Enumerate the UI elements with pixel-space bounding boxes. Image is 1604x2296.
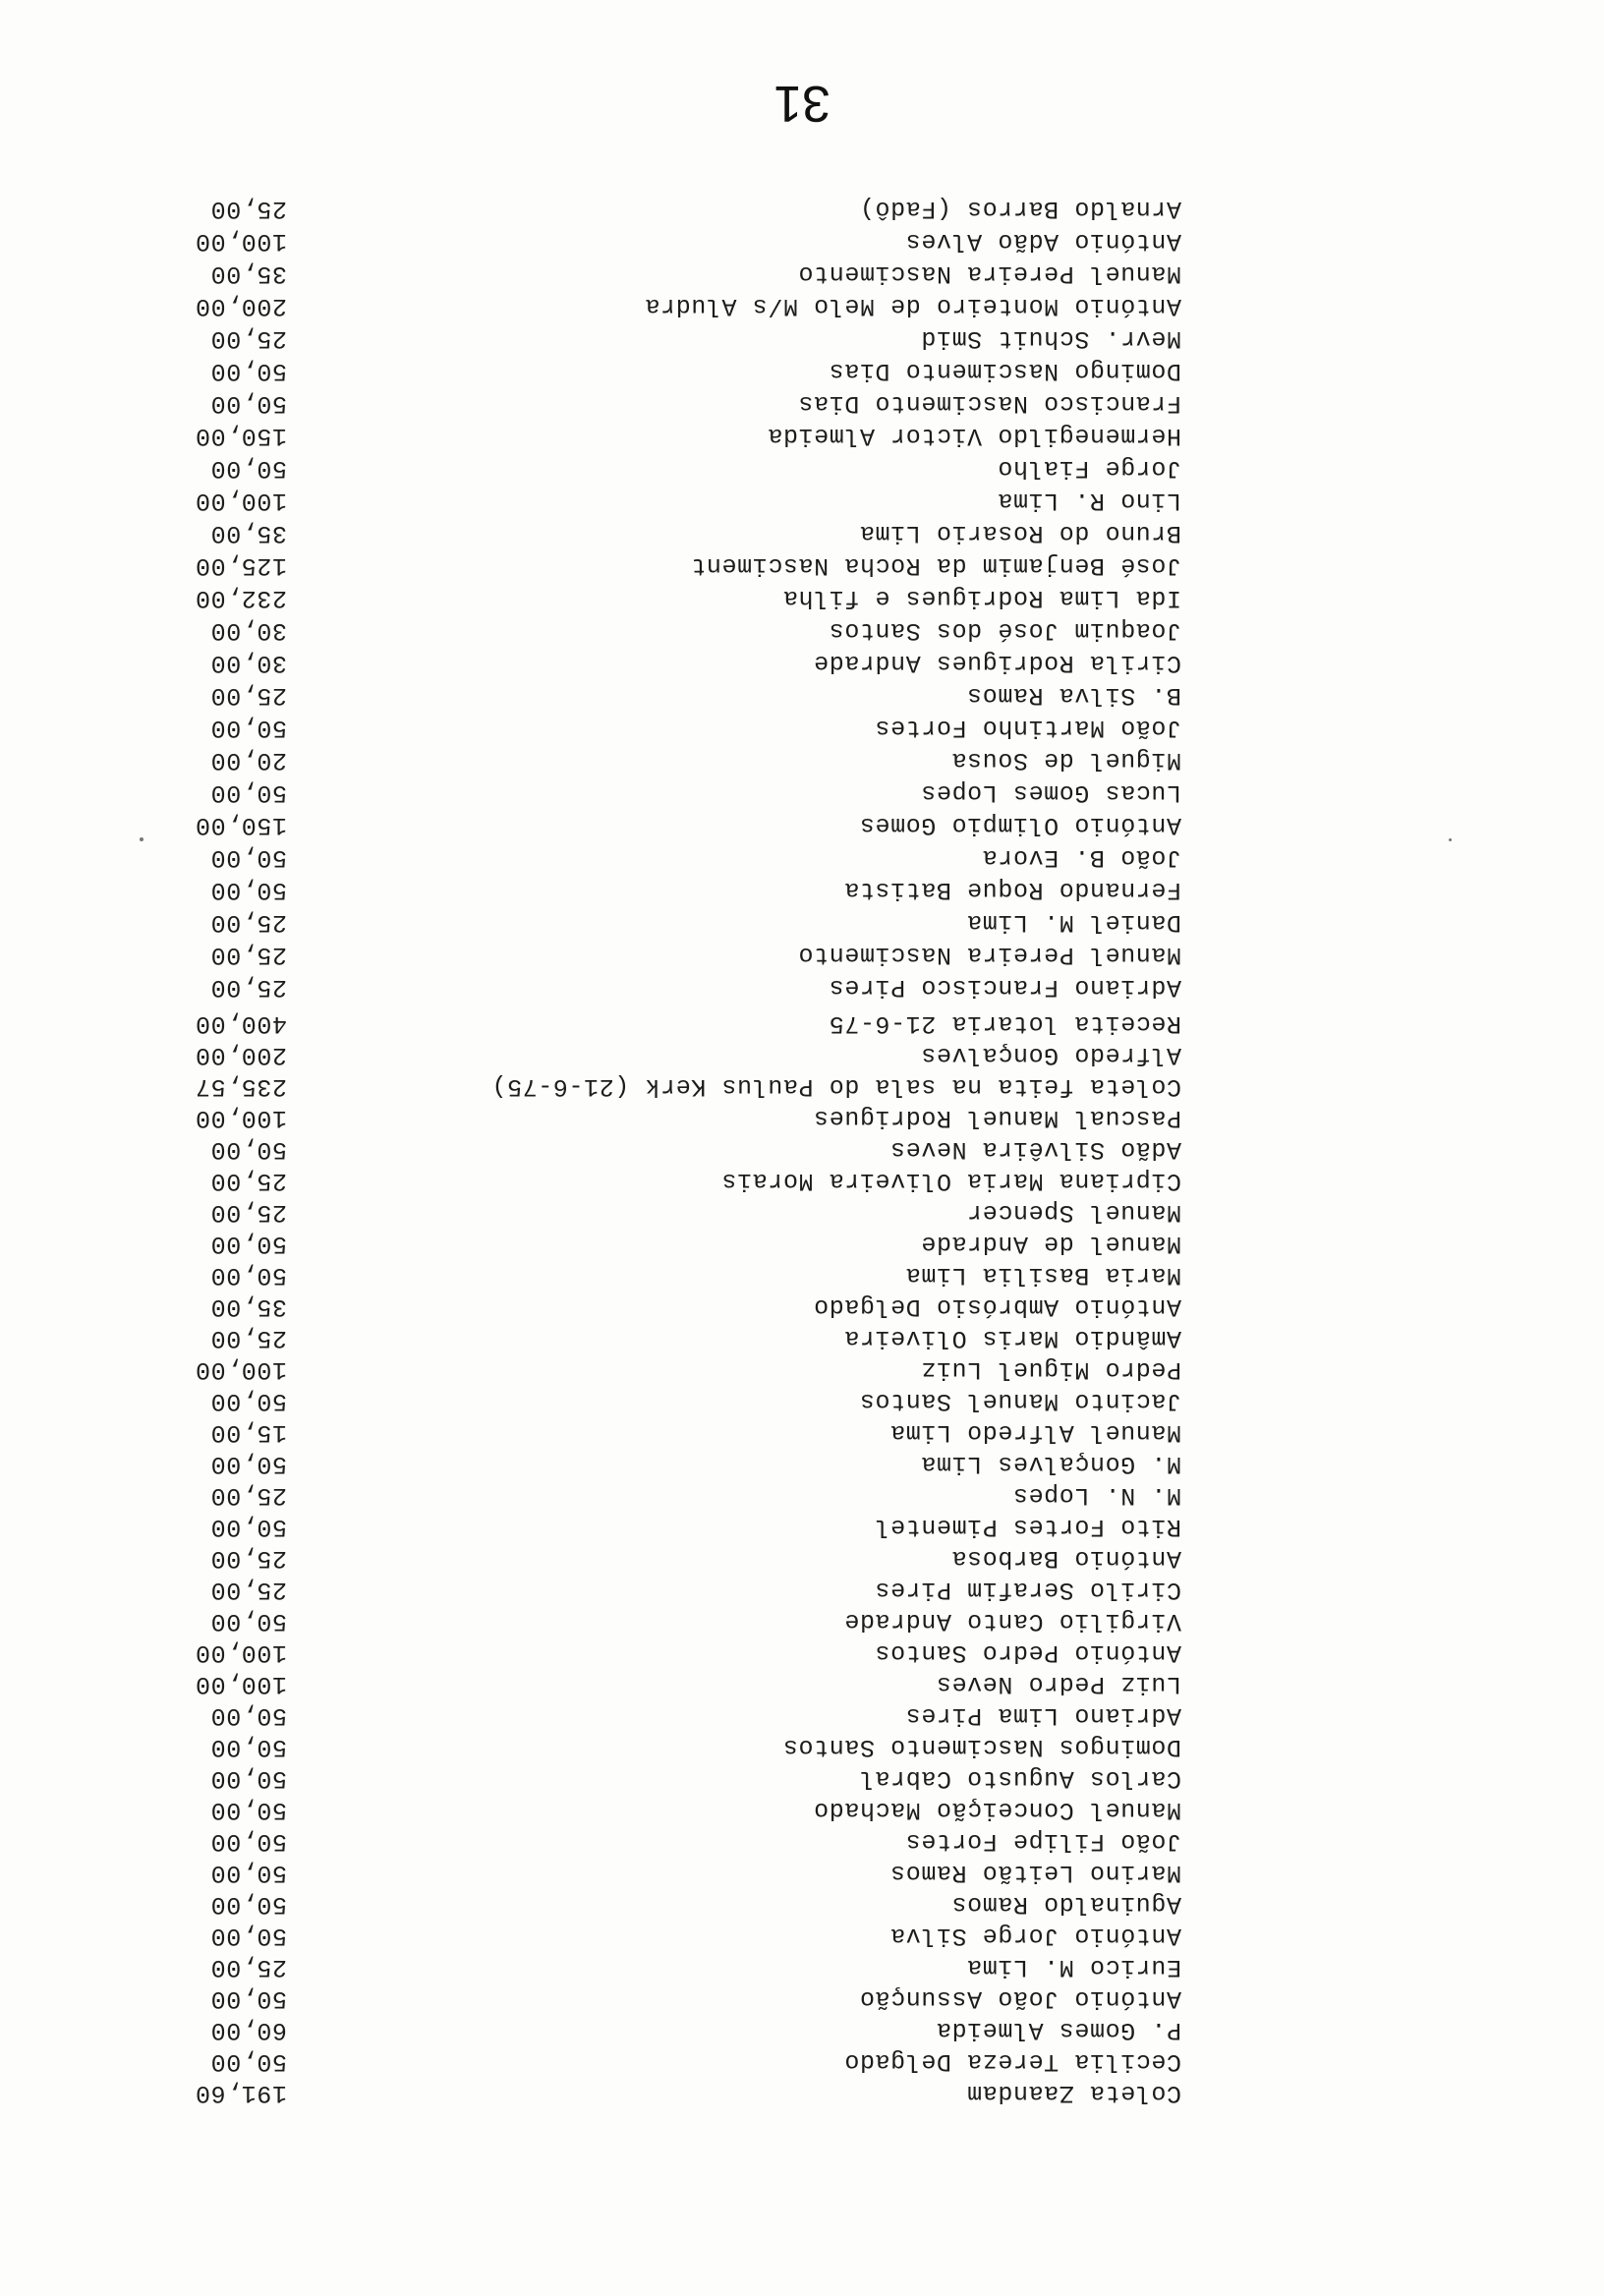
donor-name: Manuel Alfredo Lima bbox=[889, 1418, 1181, 1447]
donation-row bbox=[0, 1636, 1604, 1668]
donation-row bbox=[0, 776, 1604, 808]
donation-amount: 30,00 bbox=[209, 649, 287, 677]
donor-name: Daniel M. Lima bbox=[966, 908, 1181, 937]
donation-row bbox=[0, 906, 1604, 938]
donation-row bbox=[0, 1353, 1604, 1385]
donation-row bbox=[0, 322, 1604, 354]
donor-name: Hermenegildo Victor Almeida bbox=[767, 422, 1181, 450]
donor-name: Luiz Pedro Neves bbox=[936, 1670, 1181, 1698]
donation-row bbox=[0, 517, 1604, 548]
donor-name: Manuel Pereira Nascimento bbox=[797, 259, 1181, 288]
donor-name: António Jorge Silva bbox=[889, 1922, 1181, 1950]
donation-row bbox=[0, 225, 1604, 257]
donation-amount: 232,00 bbox=[195, 584, 287, 612]
donor-name: Coleta feita na sala do Paulus Kerk (21-6-75) bbox=[490, 1072, 1181, 1101]
scan-speck bbox=[1449, 838, 1452, 841]
donation-amount: 50,00 bbox=[209, 876, 287, 904]
donation-amount: 35,00 bbox=[209, 1292, 287, 1321]
donor-name: Aguinaldo Ramos bbox=[950, 1890, 1181, 1919]
donation-amount: 25,00 bbox=[209, 681, 287, 710]
donation-row bbox=[0, 193, 1604, 224]
donation-row bbox=[0, 1039, 1604, 1070]
donor-name: António Ambrósio Delgado bbox=[813, 1292, 1181, 1321]
donation-row bbox=[0, 1825, 1604, 1857]
donor-name: Manuel Conceição Machado bbox=[813, 1796, 1181, 1824]
donor-name: M. N. Lopes bbox=[1012, 1481, 1181, 1510]
donation-amount: 25,00 bbox=[209, 324, 287, 353]
donation-row bbox=[0, 549, 1604, 581]
donor-name: José Benjamim da Rocha Nasciment bbox=[690, 551, 1181, 580]
scan-speck bbox=[140, 837, 143, 841]
donation-amount: 30,00 bbox=[209, 616, 287, 645]
donor-name: Cirilo Serafim Pires bbox=[874, 1576, 1181, 1604]
donation-amount: 50,00 bbox=[209, 1890, 287, 1919]
donor-name: Receita lotaria 21-6-75 bbox=[829, 1009, 1181, 1038]
donation-amount: 25,00 bbox=[209, 908, 287, 937]
donor-name: Pedro Miguel Luiz bbox=[920, 1355, 1181, 1384]
donor-name: Maria Basilia Lima bbox=[905, 1261, 1181, 1290]
donation-amount: 50,00 bbox=[209, 1387, 287, 1415]
donor-name: Francisco Nascimento Dias bbox=[797, 389, 1181, 418]
donor-name: Marino Leitão Ramos bbox=[889, 1859, 1181, 1887]
donation-amount: 35,00 bbox=[209, 519, 287, 547]
donor-name: João Filipe Fortes bbox=[905, 1827, 1181, 1856]
donor-name: Cipriana Maria Oliveira Morais bbox=[720, 1167, 1181, 1195]
donation-amount: 50,00 bbox=[209, 1733, 287, 1761]
donation-row bbox=[0, 1668, 1604, 1699]
donation-amount: 50,00 bbox=[209, 2047, 287, 2076]
donor-name: Lino R. Lima bbox=[997, 487, 1181, 515]
donation-amount: 25,00 bbox=[209, 1544, 287, 1573]
donor-name: B. Silva Ramos bbox=[966, 681, 1181, 710]
donation-amount: 50,00 bbox=[209, 1827, 287, 1856]
donor-name: Miguel de Sousa bbox=[950, 746, 1181, 775]
donation-row bbox=[0, 2045, 1604, 2077]
donation-amount: 50,00 bbox=[209, 1984, 287, 2013]
donation-amount: 100,00 bbox=[195, 487, 287, 515]
donor-name: Manuel Pereira Nascimento bbox=[797, 941, 1181, 969]
donor-name: Arnaldo Barros (Fadô) bbox=[859, 195, 1181, 223]
donation-row bbox=[0, 1794, 1604, 1825]
donor-name: Manuel Spencer bbox=[966, 1198, 1181, 1227]
donation-amount: 50,00 bbox=[209, 843, 287, 872]
donation-row bbox=[0, 290, 1604, 321]
donation-row bbox=[0, 647, 1604, 678]
donation-row bbox=[0, 1196, 1604, 1228]
donor-name: António Olimpio Gomes bbox=[859, 811, 1181, 839]
donation-row bbox=[0, 1416, 1604, 1448]
donation-row bbox=[0, 420, 1604, 451]
donation-row bbox=[0, 1479, 1604, 1511]
donation-row bbox=[0, 712, 1604, 743]
donor-name: Cirila Rodrigues Andrade bbox=[813, 649, 1181, 677]
donation-row bbox=[0, 2077, 1604, 2108]
donation-row bbox=[0, 1322, 1604, 1353]
donation-amount: 50,00 bbox=[209, 1135, 287, 1164]
donation-amount: 50,00 bbox=[209, 1701, 287, 1730]
donation-amount: 400,00 bbox=[195, 1009, 287, 1038]
donation-row bbox=[0, 1070, 1604, 1102]
donor-name: João Martinho Fortes bbox=[874, 714, 1181, 742]
donation-row bbox=[0, 1102, 1604, 1133]
donor-name: Jacinto Manuel Santos bbox=[859, 1387, 1181, 1415]
donor-name: Bruno do Rosario Lima bbox=[859, 519, 1181, 547]
donation-row bbox=[0, 1385, 1604, 1416]
donation-amount: 25,00 bbox=[209, 195, 287, 223]
donation-row bbox=[0, 971, 1604, 1003]
donation-amount: 50,00 bbox=[209, 1859, 287, 1887]
donation-amount: 50,00 bbox=[209, 1513, 287, 1541]
donor-name: Coleta Zaandam bbox=[966, 2079, 1181, 2107]
donation-row bbox=[0, 939, 1604, 970]
donation-amount: 100,00 bbox=[195, 1355, 287, 1384]
donor-name: Domingo Nascimento Dias bbox=[829, 357, 1181, 385]
donation-amount: 100,00 bbox=[195, 1638, 287, 1667]
donation-row bbox=[0, 1542, 1604, 1574]
donor-name: António João Assunção bbox=[859, 1984, 1181, 2013]
donation-amount: 25,00 bbox=[209, 1167, 287, 1195]
donation-row bbox=[0, 1133, 1604, 1165]
donation-row bbox=[0, 1857, 1604, 1888]
donor-name: Carlos Augusto Cabral bbox=[859, 1764, 1181, 1793]
donor-name: António Pedro Santos bbox=[874, 1638, 1181, 1667]
donation-amount: 200,00 bbox=[195, 292, 287, 320]
donation-row bbox=[0, 1888, 1604, 1920]
donor-name: P. Gomes Almeida bbox=[936, 2016, 1181, 2044]
donation-row bbox=[0, 1920, 1604, 1951]
donation-amount: 50,00 bbox=[209, 1261, 287, 1290]
donation-amount: 25,00 bbox=[209, 1324, 287, 1352]
donor-name: Domingos Nascimento Santos bbox=[782, 1733, 1181, 1761]
donation-amount: 191,60 bbox=[195, 2079, 287, 2107]
donation-amount: 25,00 bbox=[209, 941, 287, 969]
donation-amount: 100,00 bbox=[195, 227, 287, 256]
donation-row bbox=[0, 1228, 1604, 1259]
donation-row bbox=[0, 1699, 1604, 1731]
donation-amount: 50,00 bbox=[209, 1607, 287, 1636]
donor-name: Pascual Manuel Rodrigues bbox=[813, 1104, 1181, 1132]
donation-row bbox=[0, 1291, 1604, 1322]
donation-amount: 50,00 bbox=[209, 1796, 287, 1824]
donation-row bbox=[0, 1574, 1604, 1605]
donation-row bbox=[0, 1165, 1604, 1196]
donation-row bbox=[0, 874, 1604, 905]
donation-amount: 50,00 bbox=[209, 1764, 287, 1793]
page-number: 31 bbox=[773, 75, 831, 132]
donation-row bbox=[0, 841, 1604, 873]
donor-name: António Monteiro de Melo M/s Aludra bbox=[644, 292, 1181, 320]
donation-amount: 50,00 bbox=[209, 1922, 287, 1950]
donation-row bbox=[0, 809, 1604, 840]
donor-name: Eurico M. Lima bbox=[966, 1953, 1181, 1981]
donation-row bbox=[0, 1259, 1604, 1291]
donation-amount: 20,00 bbox=[209, 746, 287, 775]
donation-amount: 50,00 bbox=[209, 1450, 287, 1478]
donation-row bbox=[0, 1007, 1604, 1039]
donation-row bbox=[0, 258, 1604, 289]
donor-name: Mevr. Schuit Smid bbox=[920, 324, 1181, 353]
donation-row bbox=[0, 1982, 1604, 2014]
donor-name: Alfredo Gonçalves bbox=[920, 1041, 1181, 1069]
donor-name: Adriano Lima Pires bbox=[905, 1701, 1181, 1730]
donation-amount: 50,00 bbox=[209, 389, 287, 418]
donation-amount: 25,00 bbox=[209, 1576, 287, 1604]
donor-name: Virgilio Canto Andrade bbox=[843, 1607, 1181, 1636]
donation-row bbox=[0, 485, 1604, 516]
donation-row bbox=[0, 614, 1604, 646]
donation-amount: 150,00 bbox=[195, 422, 287, 450]
donor-name: Rito Fortes Pimentel bbox=[874, 1513, 1181, 1541]
donation-row bbox=[0, 387, 1604, 419]
donor-name: António Adão Alves bbox=[905, 227, 1181, 256]
donation-row bbox=[0, 452, 1604, 484]
donation-amount: 25,00 bbox=[209, 1953, 287, 1981]
donation-row bbox=[0, 2014, 1604, 2045]
donation-amount: 25,00 bbox=[209, 1481, 287, 1510]
donation-amount: 35,00 bbox=[209, 259, 287, 288]
donation-amount: 200,00 bbox=[195, 1041, 287, 1069]
donation-amount: 25,00 bbox=[209, 1198, 287, 1227]
donation-row bbox=[0, 679, 1604, 711]
donation-amount: 50,00 bbox=[209, 778, 287, 807]
donation-amount: 50,00 bbox=[209, 1230, 287, 1258]
donation-row bbox=[0, 1762, 1604, 1794]
donation-row bbox=[0, 1511, 1604, 1542]
donor-name: António Barbosa bbox=[950, 1544, 1181, 1573]
donation-amount: 60,00 bbox=[209, 2016, 287, 2044]
donor-name: Fernando Roque Batista bbox=[843, 876, 1181, 904]
donation-amount: 150,00 bbox=[195, 811, 287, 839]
donation-amount: 50,00 bbox=[209, 454, 287, 483]
donor-name: Cecilia Tereza Delgado bbox=[843, 2047, 1181, 2076]
donation-row bbox=[0, 744, 1604, 775]
donor-name: Jorge Fialho bbox=[997, 454, 1181, 483]
donor-name: Manuel de Andrade bbox=[920, 1230, 1181, 1258]
donation-row bbox=[0, 355, 1604, 386]
donation-amount: 100,00 bbox=[195, 1104, 287, 1132]
donation-amount: 235,57 bbox=[195, 1072, 287, 1101]
donation-row bbox=[0, 582, 1604, 613]
donor-name: Amândio Maris Oliveira bbox=[843, 1324, 1181, 1352]
donor-name: Adriano Francisco Pires bbox=[829, 973, 1181, 1002]
donation-amount: 50,00 bbox=[209, 357, 287, 385]
donation-row bbox=[0, 1731, 1604, 1762]
donation-amount: 25,00 bbox=[209, 973, 287, 1002]
donor-name: Joaquim José dos Santos bbox=[829, 616, 1181, 645]
donation-amount: 50,00 bbox=[209, 714, 287, 742]
donor-name: Lucas Gomes Lopes bbox=[920, 778, 1181, 807]
donor-name: M. Gonçalves Lima bbox=[920, 1450, 1181, 1478]
donation-row bbox=[0, 1951, 1604, 1982]
donor-name: Adão Silvêira Neves bbox=[889, 1135, 1181, 1164]
donation-amount: 100,00 bbox=[195, 1670, 287, 1698]
donation-row bbox=[0, 1448, 1604, 1479]
donation-row bbox=[0, 1605, 1604, 1636]
donation-amount: 15,00 bbox=[209, 1418, 287, 1447]
donor-name: João B. Evora bbox=[982, 843, 1181, 872]
donation-amount: 125,00 bbox=[195, 551, 287, 580]
donor-name: Ida Lima Rodrigues e filha bbox=[782, 584, 1181, 612]
